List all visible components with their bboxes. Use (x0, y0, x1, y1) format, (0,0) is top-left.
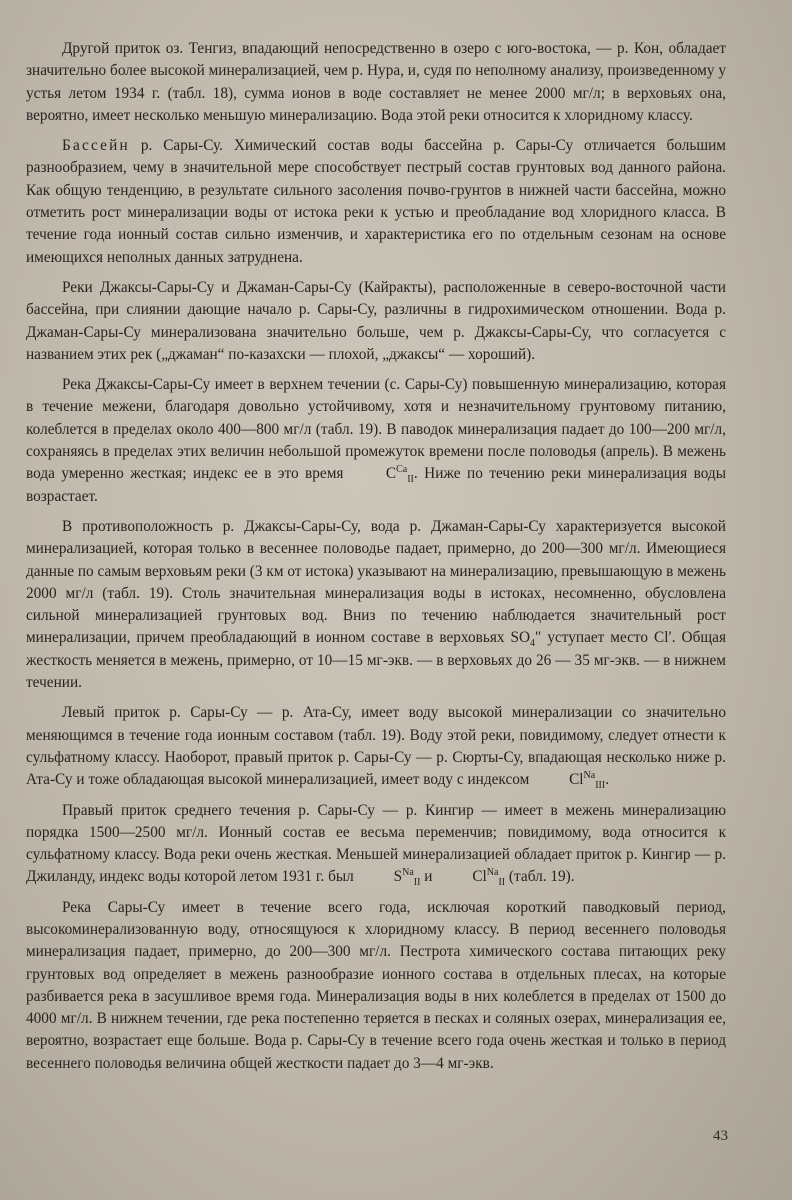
paragraph-6-tail: . (605, 771, 610, 789)
paragraph-3 (26, 277, 726, 366)
paragraph-7-text: Правый приток среднего течения р. Сары-Су — р. Кингир — имеет в межень минерализацию порядка 1500—2500 мг/л. Ионный состав ее весьма переменчив; повидимому, вода относится к сульфатному классу. Вода реки очень жесткая. Меньшей минерализацией обладает приток р. Кингир — р. Джиланду, индекс воды которой летом 1931 г. был (26, 801, 726, 886)
paragraph-6 (26, 702, 726, 791)
sulfate-ion: $SO_4''$ (510, 629, 542, 650)
water-index-cl-na-ii: $Cl^{Na}_{II}$ (472, 867, 506, 889)
paragraph-1-text: Другой приток оз. Тенгиз, впадающий непосредственно в озеро с юго-востока, — р. Кон, обладает значительно более высокой минерализацией, чем р. Нура, и, судя по неполному анализу, произведенному у устья летом 1934 г. (табл. 18), сумма ионов в воде составляет не менее 2000 мг/л; в верховьях она, вероятно, имеет несколько меньшую минерализацию. Вода этой реки относится к хлоридному классу. (26, 40, 726, 124)
text-column (26, 38, 726, 1075)
water-index-cl-na-iii: $Cl^{Na}_{III}$ (569, 770, 606, 792)
paragraph-2 (26, 135, 726, 269)
section-lead-word: Бассейн (62, 137, 130, 155)
paragraph-8-text: Река Сары-Су имеет в течение всего года, исключая короткий паводковый период, высокоминерализованную воду, относящуюся к хлоридному классу. В период весеннего половодья минерализация падает, примерно, до 200—300 мг/л. Пестрота химического состава питающих реку грунтовых вод определяет в межень разнообразие ионного состава в отдельных плесах, на которые разбивается река в засушливое время года. Минерализация воды в них колеблется в пределах от 1500 до 4000 мг/л. В нижнем течении, где река постепенно теряется в песках и соляных озерах, минерализация ее, вероятно, возрастает еще больше. Вода р. Сары-Су в течение всего года очень жесткая и только в период весеннего половодья величина общей жесткости падает до 3—4 мг-экв. (26, 898, 726, 1072)
paragraph-2-text: р. Сары-Су. Химический состав воды бассейна р. Сары-Су отличается большим разнообразием, чему в значительной мере способствует пестрый состав грунтовых вод данного района. Как общую тенденцию, в результате сильного засоления почво-грунтов в нижней части бассейна, можно отметить рост минерализации воды от истока реки к устью и преобладание вод хлоридного класса. В течение года ионный состав сильно изменчив, и характеристика его по отдельным сезонам на основе имеющихся неполных данных затруднена. (26, 137, 726, 266)
paragraph-5-tail: уступает место Cl′. Общая жесткость меняется в межень, примерно, от 10—15 мг-экв. — в верховьях до 26 — 35 мг-экв. — в нижнем течении. (26, 629, 726, 692)
paragraph-8 (26, 897, 726, 1075)
paragraph-5 (26, 516, 726, 694)
paragraph-4-tail: . Ниже по течению реки минерализация воды возрастает. (26, 465, 726, 505)
paragraph-7-mid: и (420, 868, 437, 886)
page-number: 43 (713, 1128, 728, 1144)
water-index-s-na-ii: $S^{Na}_{II}$ (393, 867, 421, 889)
paragraph-7 (26, 800, 726, 889)
paragraph-7-tail: (табл. 19). (505, 868, 575, 886)
paragraph-4-text: Река Джаксы-Сары-Су имеет в верхнем течении (с. Сары-Су) повышенную минерализацию, которая в течение межени, благодаря довольно устойчивому, хотя и незначительному грунтовому питанию, колеблется в пределах около 400—800 мг/л (табл. 19). В паводок минерализация падает до 100—200 мг/л, сохраняясь в пределах этих величин небольшой промежуток времени после половодья (апрель). В межень вода умеренно жесткая; индекс ее в это время (26, 376, 726, 483)
paragraph-1 (26, 38, 726, 127)
paragraph-5-text: В противоположность р. Джаксы-Сары-Су, вода р. Джаман-Сары-Су характеризуется высокой минерализацией, которая только в весеннее половодье падает, примерно, до 200—300 мг/л. Имеющиеся данные по самым верховьям реки (3 км от истока) указывают на минерализацию, превышающую в межень 2000 мг/л (табл. 19). Столь значительная минерализация воды в истоках, несомненно, обусловлена сильной минерализацией грунтовых вод. Вниз по течению наблюдается значительный рост минерализации, причем преобладающий в ионном составе в верховьях (26, 517, 726, 647)
paragraph-3-text: Реки Джаксы-Сары-Су и Джаман-Сары-Су (Кайракты), расположенные в северо-восточной части бассейна, при слиянии дающие начало р. Сары-Су, различны в гидрохимическом отношении. Вода р. Джаман-Сары-Су минерализована значительно больше, чем р. Джаксы-Сары-Су, что согласуется с названием этих рек („джаман“ по-казахски — плохой, „джаксы“ — хороший). (26, 278, 726, 363)
water-index-c-ca-ii: $C^{Ca}_{II}$ (385, 464, 414, 486)
paragraph-6-text: Левый приток р. Сары-Су — р. Ата-Су, имеет воду высокой минерализации со значительно меняющимся в течение года ионным составом (табл. 19). Воду этой реки, повидимому, следует отнести к сульфатному классу. Наоборот, правый приток р. Сары-Су — р. Сюрты-Су, впадающая несколько ниже р. Ата-Су и тоже обладающая высокой минерализацией, имеет воду с индексом (26, 704, 726, 789)
paragraph-4 (26, 374, 726, 508)
